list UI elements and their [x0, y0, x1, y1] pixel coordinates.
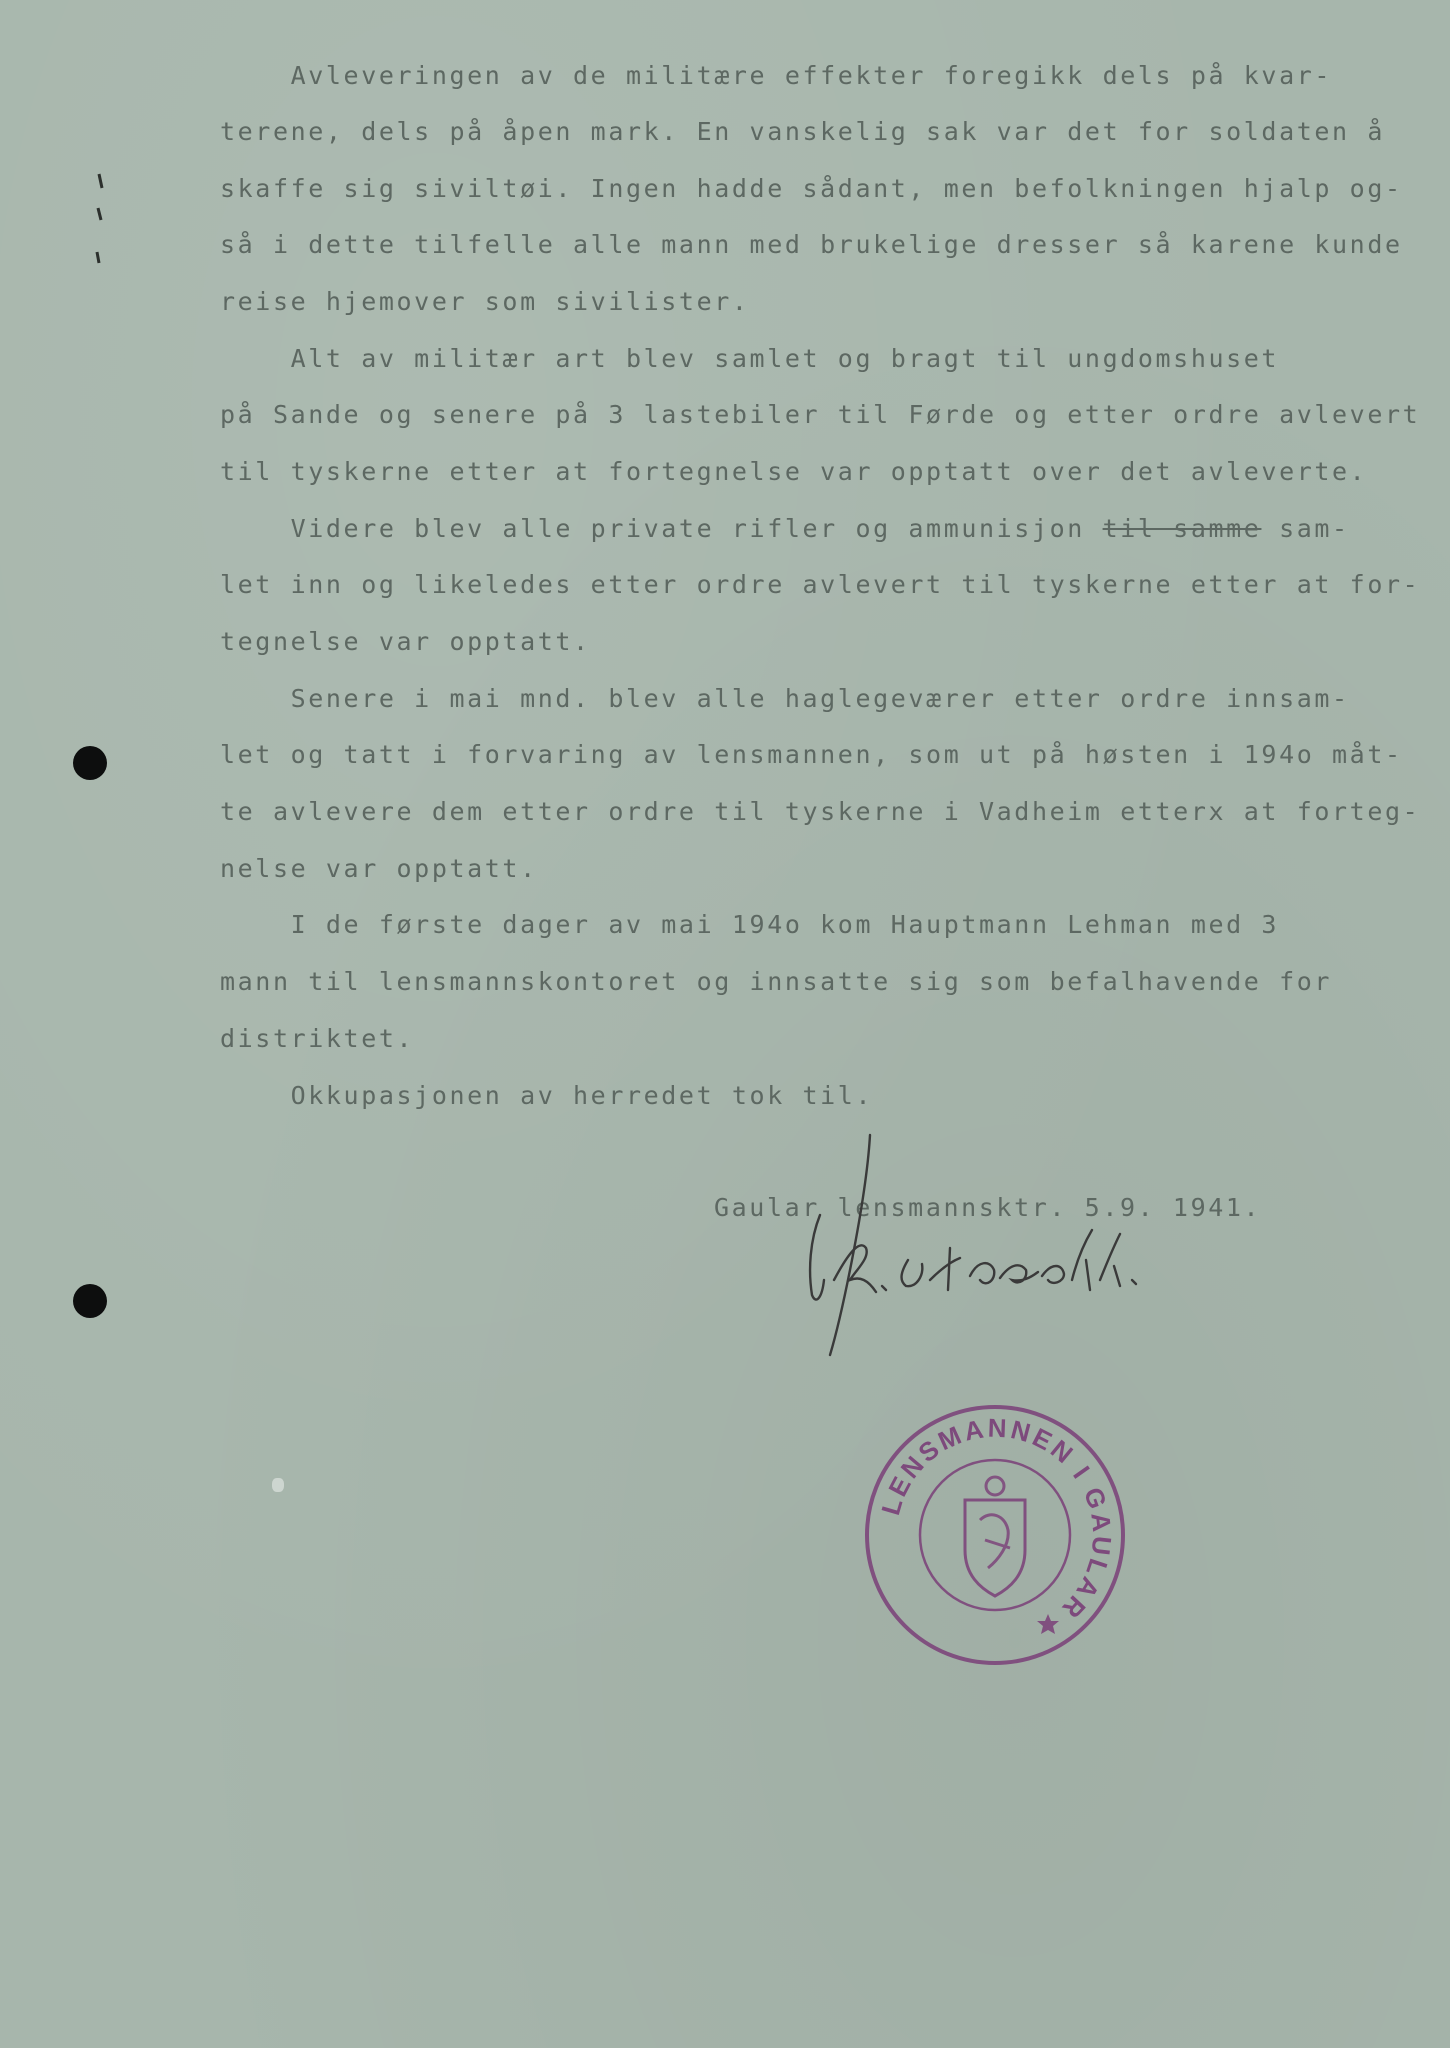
text-line-13: let og tatt i forvaring av lensmannen, som ut på høsten i 194o måt- — [220, 740, 1403, 769]
stamp-text-path: LENSMANNEN I GAULAR — [875, 1412, 1118, 1627]
text-line-12: Senere i mai mnd. blev alle haglegeværer etter ordre innsam- — [220, 684, 1350, 713]
text-line-5: reise hjemover som sivilister. — [220, 287, 750, 316]
text-line-1: Avleveringen av de militære effekter foregikk dels på kvar- — [220, 61, 1333, 90]
paper-speck — [272, 1478, 284, 1492]
text-line-9 — [220, 515, 1350, 543]
text-line-10: let inn og likeledes etter ordre avlevert til tyskerne etter at for- — [220, 570, 1421, 599]
text-line-8: til tyskerne etter at fortegnelse var opptatt over det avleverte. — [220, 457, 1368, 486]
punch-hole-bottom — [73, 1284, 107, 1318]
struck-text: til samme — [1102, 514, 1262, 543]
handwritten-signature — [790, 1130, 1270, 1360]
margin-marks — [93, 168, 113, 268]
text-line-17: mann til lensmannskontoret og innsatte sig som befalhavende for — [220, 967, 1333, 996]
text-line-11: tegnelse var opptatt. — [220, 627, 591, 656]
text-line-16: I de første dager av mai 194o kom Hauptmann Lehman med 3 — [220, 910, 1280, 939]
text-line-4: så i dette tilfelle alle mann med brukelige dresser så karene kunde — [220, 230, 1403, 259]
dateline: Gaular lensmannsktr. 5.9. 1941. — [714, 1193, 1262, 1222]
text-line-9-end: sam- — [1261, 514, 1350, 543]
text-line-14: te avlevere dem etter ordre til tyskerne i Vadheim etterx at forteg- — [220, 797, 1421, 826]
text-line-18: distriktet. — [220, 1024, 415, 1053]
text-line-9-start: Videre blev alle private rifler og ammunisjon — [220, 514, 1103, 543]
text-line-19: Okkupasjonen av herredet tok til. — [220, 1081, 874, 1110]
text-line-6: Alt av militær art blev samlet og bragt til ungdomshuset — [220, 344, 1280, 373]
text-line-7: på Sande og senere på 3 lastebiler til Førde og etter ordre avlevert — [220, 400, 1421, 429]
text-line-2: terene, dels på åpen mark. En vanskelig sak var det for soldaten å — [220, 117, 1385, 146]
text-line-3: skaffe sig siviltøi. Ingen hadde sådant, men befolkningen hjalp og- — [220, 174, 1403, 203]
official-stamp — [860, 1400, 1130, 1670]
punch-hole-top — [73, 746, 107, 780]
text-line-15: nelse var opptatt. — [220, 854, 538, 883]
